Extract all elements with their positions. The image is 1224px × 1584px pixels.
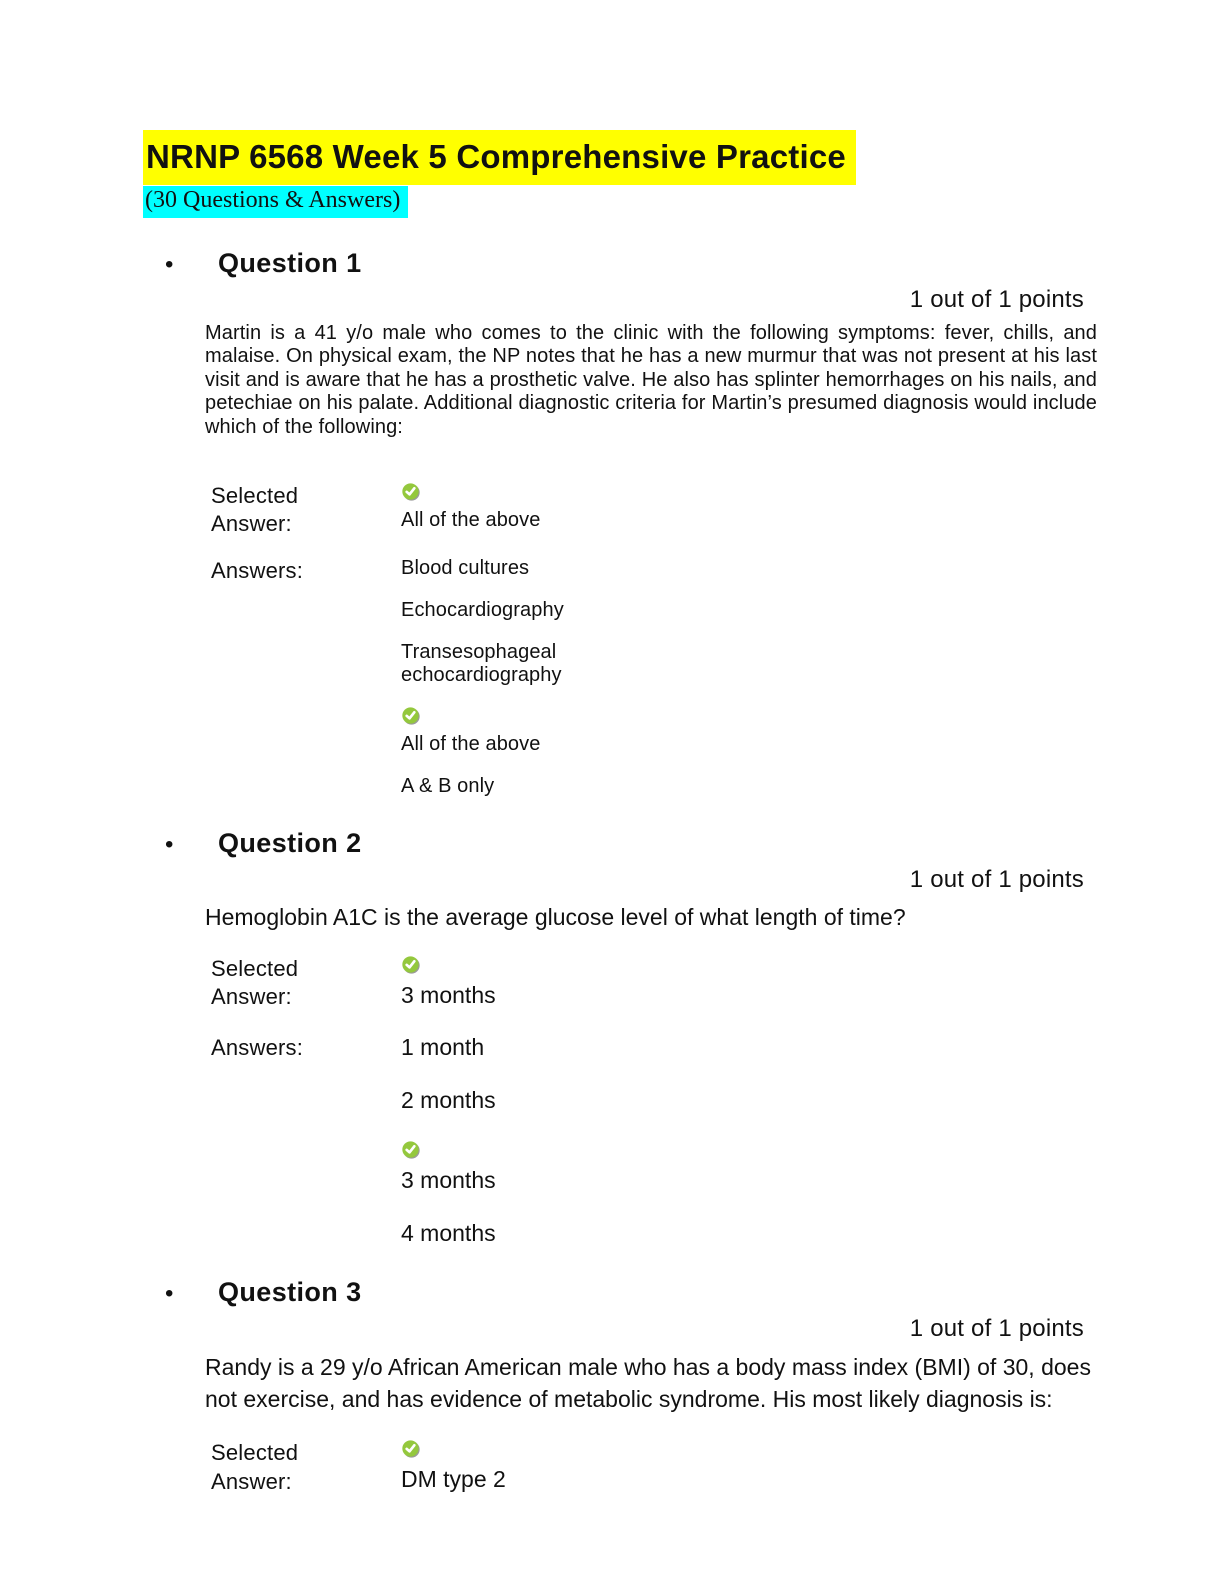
- answer-option: [401, 557, 1097, 580]
- selected-answer-value: [401, 482, 1097, 539]
- selected-answer-label: Selected Answer:: [211, 482, 299, 537]
- selected-answer-text: 3 months: [401, 981, 496, 1008]
- question-title: Question 1: [218, 247, 362, 278]
- answer-option: [401, 1140, 1097, 1194]
- answer-option: [401, 1087, 1097, 1114]
- answer-option: [401, 706, 1097, 756]
- answers-list: [401, 557, 1097, 798]
- answer-area: [211, 1439, 1097, 1496]
- answer-option-text: A & B only: [401, 774, 495, 797]
- answer-option-text: 3 months: [401, 1167, 496, 1194]
- question-header: [143, 1277, 1097, 1308]
- selected-answer-label: Selected Answer:: [211, 955, 299, 1010]
- answers-label: Answers:: [211, 557, 304, 583]
- bullet-icon: •: [165, 830, 174, 858]
- subtitle-block: [143, 185, 1097, 217]
- question-header: [143, 248, 1097, 279]
- question-title: Question 3: [218, 1277, 362, 1308]
- question-header: [143, 828, 1097, 859]
- question-text: Martin is a 41 y/o male who comes to the clinic with the following symptoms: fever, chills, and malaise. On physical exam, the NP notes that he has a new murmur that was not present at his last visit and is aware that he has a prosthetic valve. He also has splinter hemorrhages on his nails, and petechiae on his palate. Additional diagnostic criteria for Martin’s presumed diagnosis would include which of the following:: [205, 321, 1097, 439]
- question-title: Question 2: [218, 827, 362, 858]
- page-subtitle: (30 Questions & Answers): [143, 186, 408, 217]
- answer-option: [401, 599, 1097, 622]
- selected-answer-value: [401, 1439, 1097, 1496]
- question-text: Randy is a 29 y/o African American male who has a body mass index (BMI) of 30, does not exercise, and has evidence of metabolic syndrome. His most likely diagnosis is:: [205, 1354, 1091, 1413]
- correct-answer-check-icon: [401, 706, 1097, 728]
- question-text: Hemoglobin A1C is the average glucose level of what length of time?: [205, 903, 906, 930]
- answer-option: [401, 775, 1097, 798]
- answer-option-text: 4 months: [401, 1220, 496, 1247]
- points-label: 1 out of 1 points: [909, 1315, 1084, 1343]
- answer-option-text: 2 months: [401, 1087, 496, 1114]
- answer-option: [401, 1034, 1097, 1061]
- answer-option-text: Echocardiography: [401, 598, 564, 621]
- correct-answer-check-icon: [401, 955, 1097, 977]
- answers-list: [401, 1034, 1097, 1247]
- question-section-2: [143, 828, 1097, 1247]
- bullet-icon: •: [165, 1280, 174, 1308]
- question-section-3: [143, 1277, 1097, 1497]
- correct-answer-check-icon: [401, 1439, 1097, 1461]
- selected-answer-value: [401, 955, 1097, 1012]
- answer-option: [401, 1220, 1097, 1247]
- answer-area: [211, 482, 1097, 798]
- bullet-icon: •: [165, 250, 174, 278]
- correct-answer-check-icon: [401, 1140, 1097, 1162]
- points-label: 1 out of 1 points: [909, 285, 1084, 313]
- answers-label: Answers:: [211, 1035, 304, 1061]
- title-block: [143, 130, 1097, 185]
- answer-area: [211, 955, 1097, 1247]
- points-label: 1 out of 1 points: [909, 865, 1084, 893]
- answer-option-text: All of the above: [401, 732, 541, 755]
- page-title: NRNP 6568 Week 5 Comprehensive Practice: [143, 130, 856, 185]
- selected-answer-label: Selected Answer:: [211, 1440, 299, 1495]
- answer-option-text: Transesophageal echocardiography: [401, 640, 562, 686]
- answer-option-text: 1 month: [401, 1034, 485, 1061]
- selected-answer-text: All of the above: [401, 508, 541, 531]
- question-section-1: [143, 248, 1097, 798]
- correct-answer-check-icon: [401, 482, 1097, 504]
- answer-option: [401, 641, 1097, 687]
- selected-answer-text: DM type 2: [401, 1466, 506, 1493]
- answer-option-text: Blood cultures: [401, 556, 530, 579]
